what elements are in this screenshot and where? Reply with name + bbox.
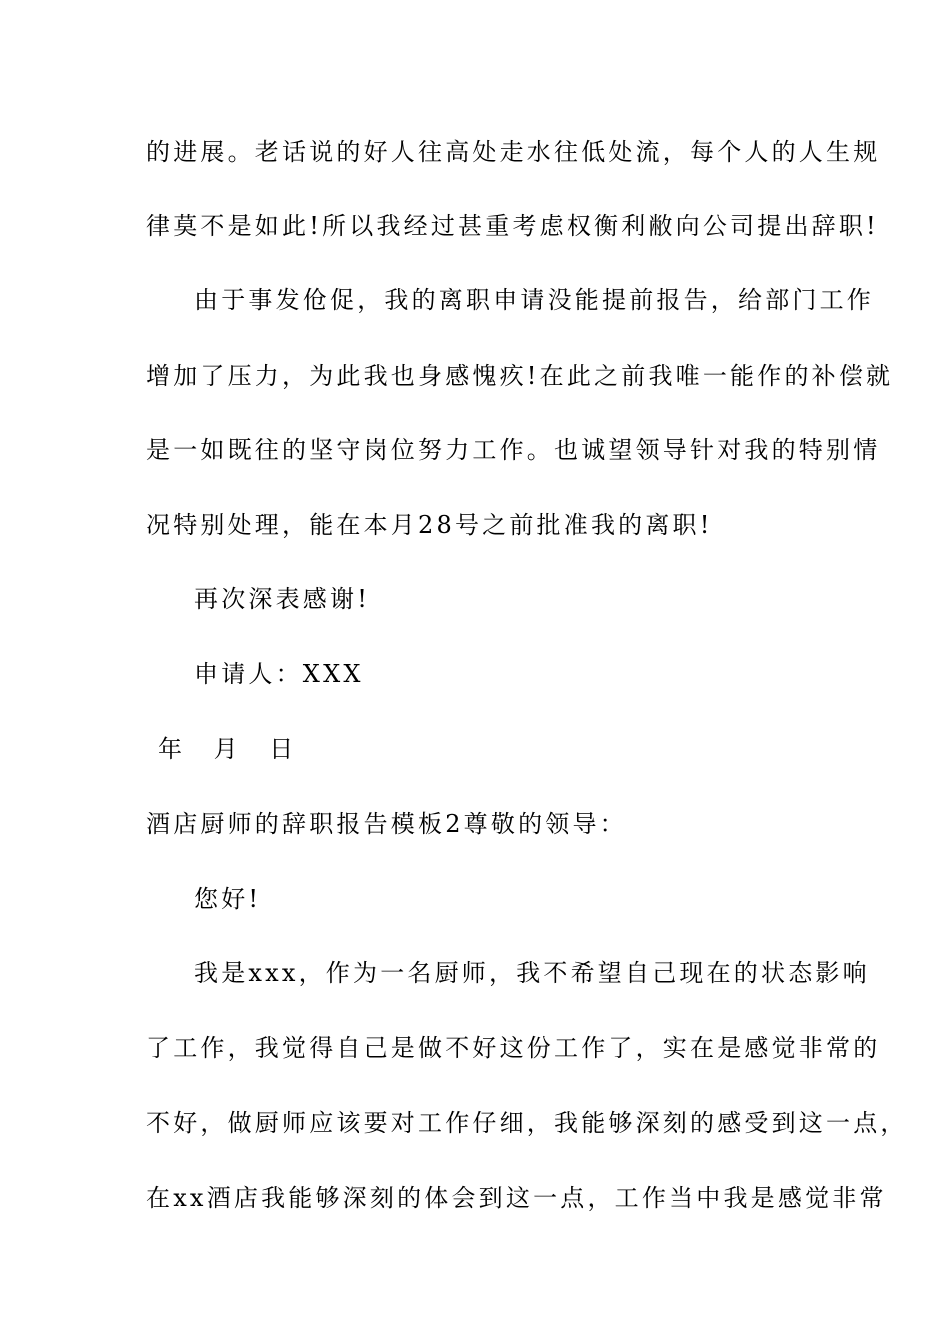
template-heading: 酒店厨师的辞职报告模板2尊敬的领导： — [146, 810, 627, 838]
greeting: 您好! — [194, 885, 262, 913]
paragraph-line-12: 我是xxx，作为一名厨师，我不希望自己现在的状态影响 — [194, 959, 870, 987]
paragraph-line-6: 况特别处理，能在本月28号之前批准我的离职! — [146, 511, 713, 539]
date-line: 年 月 日 — [158, 735, 306, 763]
paragraph-line-14: 不好，做厨师应该要对工作仔细，我能够深刻的感受到这一点， — [146, 1109, 908, 1137]
closing-thanks: 再次深表感谢! — [194, 585, 371, 613]
paragraph-line-15: 在xx酒店我能够深刻的体会到这一点，工作当中我是感觉非常 — [146, 1184, 887, 1212]
paragraph-line-5: 是一如既往的坚守岗位努力工作。也诚望领导针对我的特别情 — [146, 436, 881, 464]
paragraph-line-3: 由于事发伧促，我的离职申请没能提前报告，给部门工作 — [194, 286, 874, 314]
paragraph-line-13: 了工作，我觉得自己是做不好这份工作了，实在是感觉非常的 — [146, 1034, 881, 1062]
paragraph-line-2: 律莫不是如此!所以我经过甚重考虑权衡利敝向公司提出辞职! — [146, 212, 879, 240]
paragraph-line-4: 增加了压力，为此我也身感愧疚!在此之前我唯一能作的补偿就 — [146, 362, 894, 390]
paragraph-line-1: 的进展。老话说的好人往高处走水往低处流，每个人的人生规 — [146, 138, 881, 166]
applicant-line: 申请人：XXX — [194, 660, 364, 688]
